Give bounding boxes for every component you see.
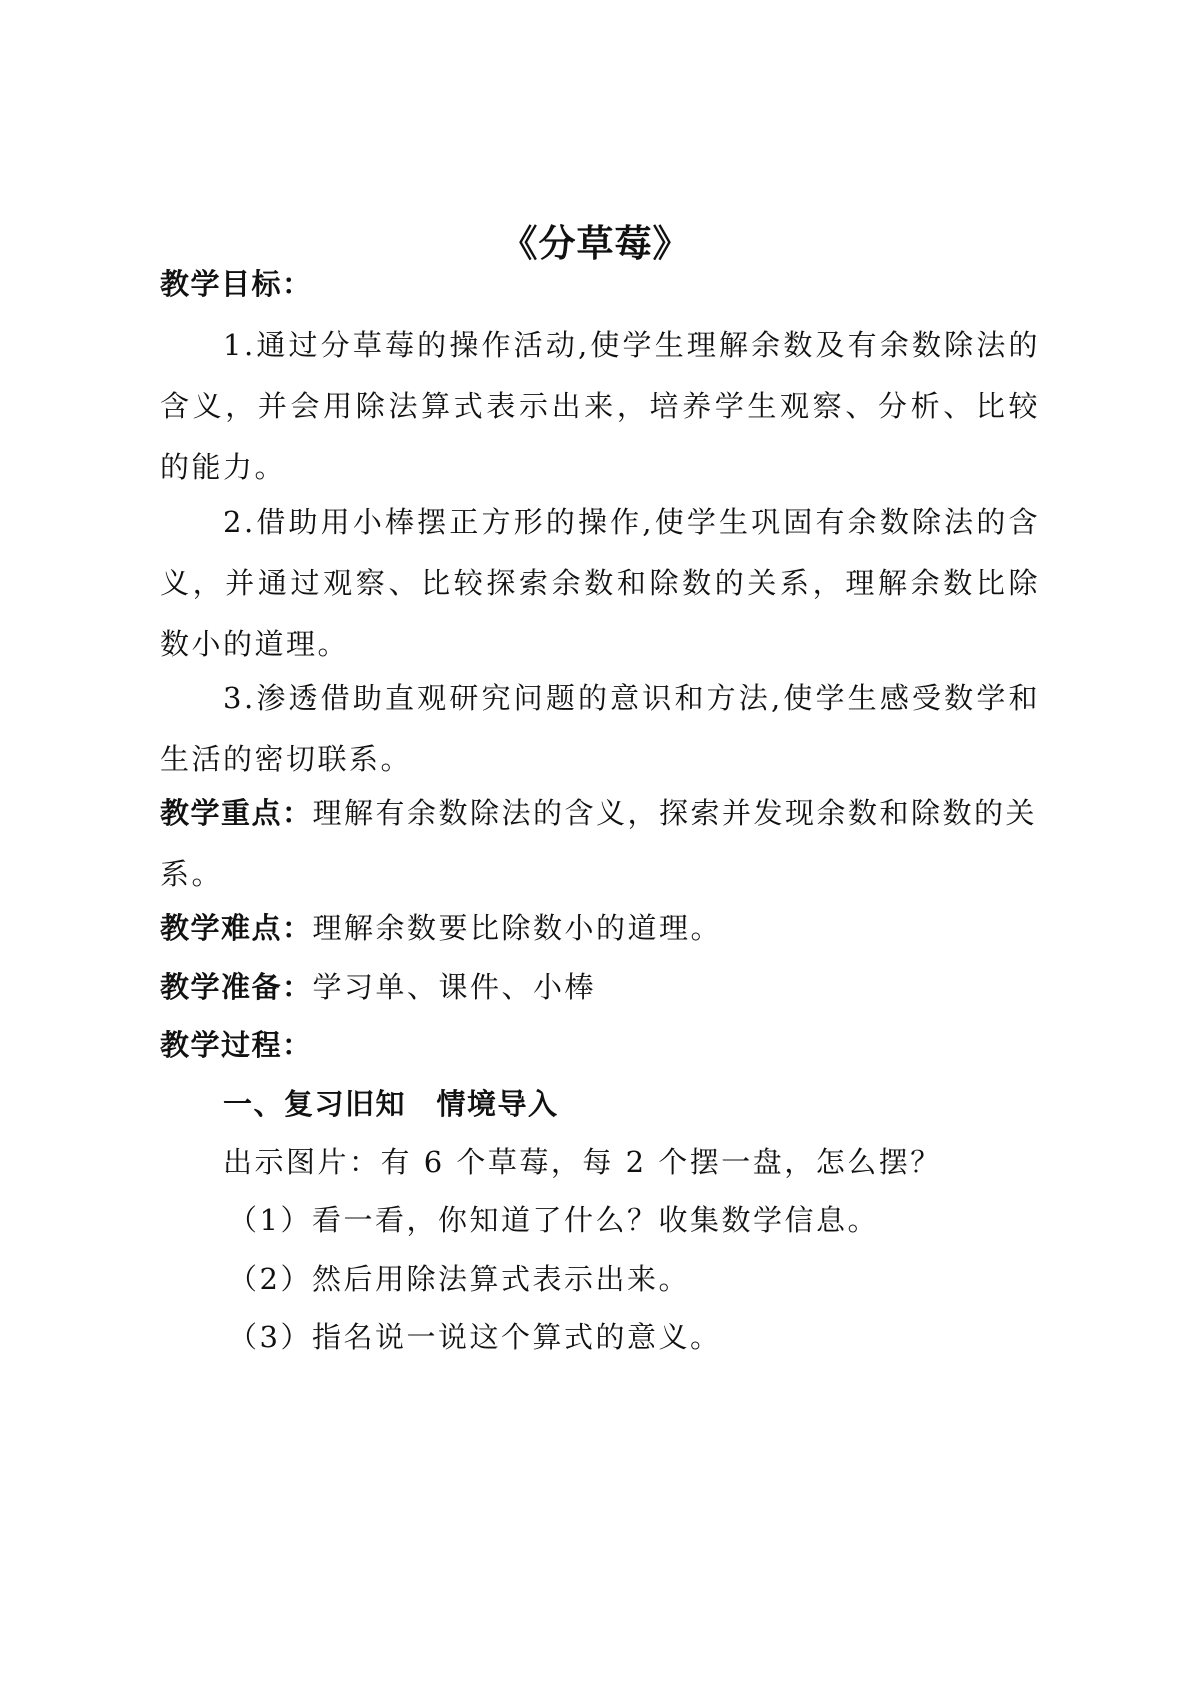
step-3: （3）指名说一说这个算式的意义。 — [228, 1320, 722, 1354]
process-heading: 教学过程： — [160, 1028, 313, 1062]
section-1-title: 一、复习旧知 情境导入 — [223, 1087, 559, 1121]
preparation-label: 教学准备： — [160, 970, 313, 1004]
difficulty-paragraph — [160, 898, 1040, 959]
step-1: （1）看一看，你知道了什么？收集数学信息。 — [228, 1203, 879, 1237]
preparation-text: 学习单、课件、小棒 — [312, 970, 597, 1004]
difficulty-label: 教学难点： — [160, 911, 313, 945]
key-point-text: 理解有余数除法的含义，探索并发现余数和除数的关系。 — [160, 796, 1038, 891]
difficulty-text: 理解余数要比除数小的道理。 — [312, 911, 723, 945]
objective-item-3: 3.渗透借助直观研究问题的意识和方法,使学生感受数学和生活的密切联系。 — [160, 681, 1040, 776]
document-title: 《分草莓》 — [500, 222, 691, 265]
objective-item-2: 2.借助用小棒摆正方形的操作,使学生巩固有余数除法的含义，并通过观察、比较探索余数和除数的关系，理解余数比除数小的道理。 — [160, 505, 1040, 661]
objective-item-1: 1.通过分草莓的操作活动,使学生理解余数及有余数除法的含义，并会用除法算式表示出来，培养学生观察、分析、比较的能力。 — [160, 328, 1040, 484]
key-point-label: 教学重点： — [160, 796, 313, 830]
objectives-heading: 教学目标： — [160, 267, 313, 301]
intro-line: 出示图片：有 6 个草莓，每 2 个摆一盘，怎么摆？ — [223, 1145, 942, 1179]
step-2: （2）然后用除法算式表示出来。 — [228, 1262, 690, 1296]
preparation-paragraph — [160, 957, 1040, 1018]
key-point-paragraph — [160, 783, 1040, 905]
